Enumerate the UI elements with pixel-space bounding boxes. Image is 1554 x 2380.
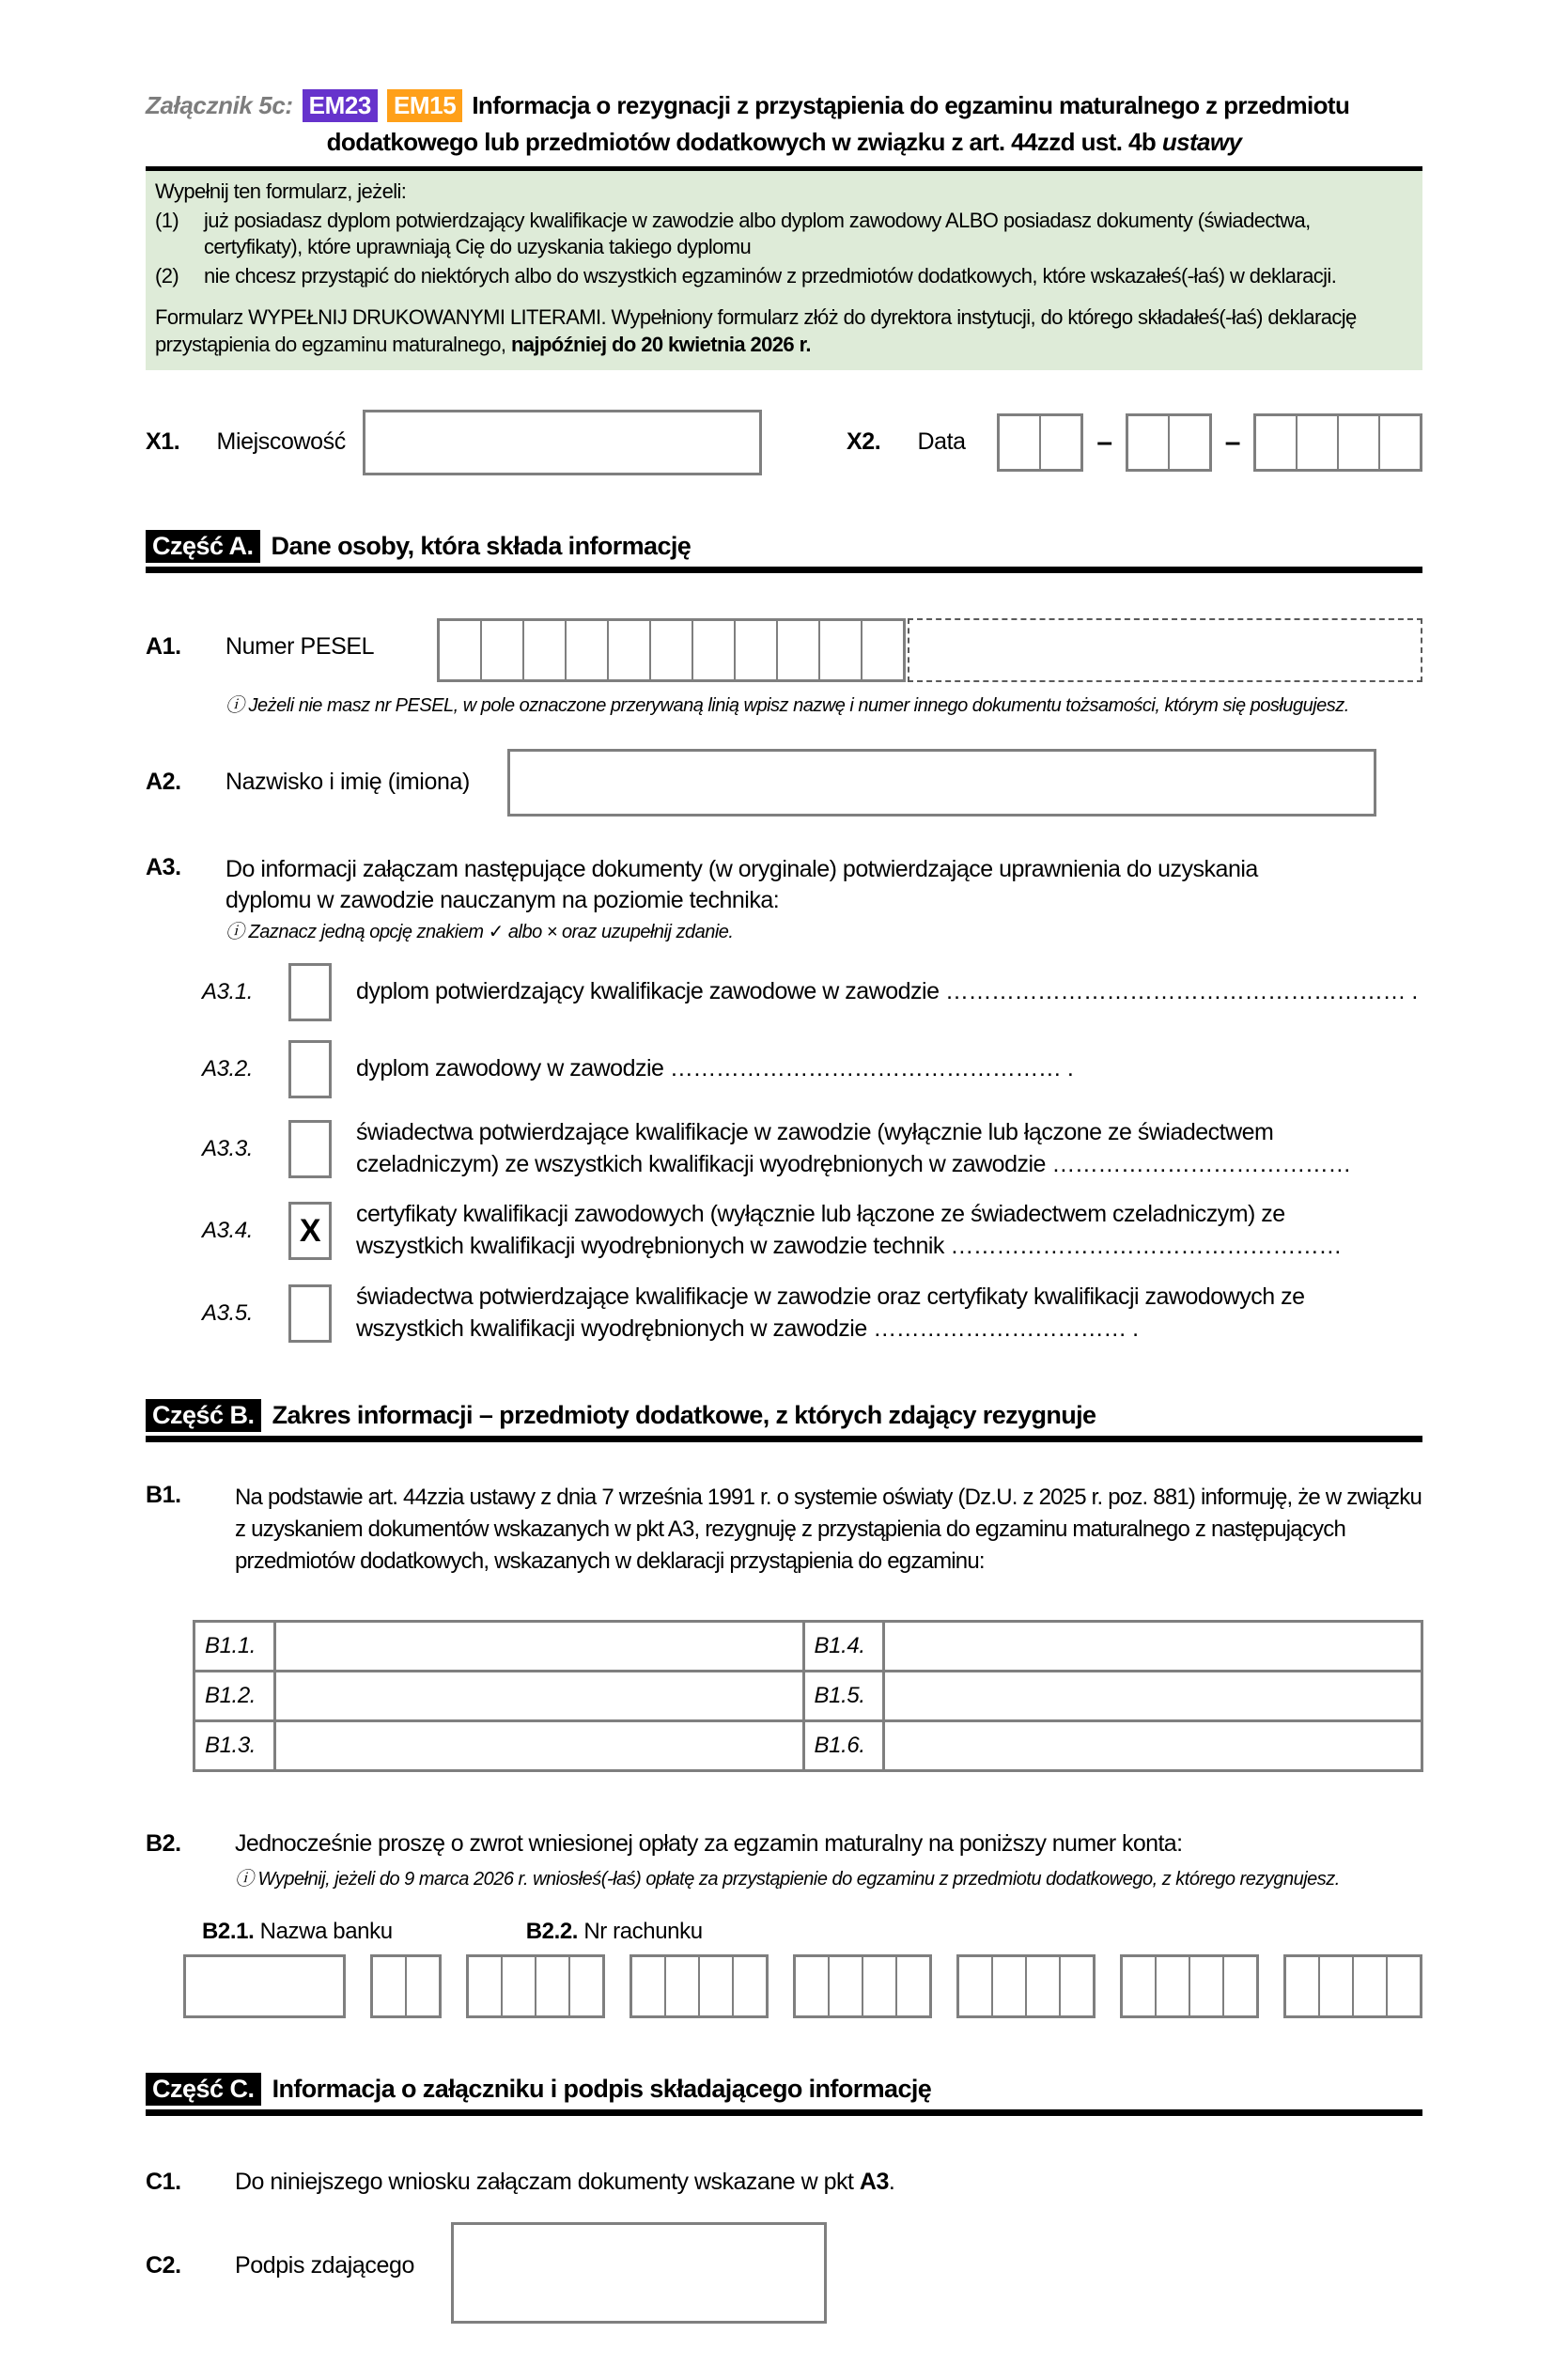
account-cell[interactable] <box>897 1957 929 2015</box>
account-cell[interactable] <box>666 1957 700 2015</box>
instruction-item-2: (2) nie chcesz przystąpić do niektórych albo do wszystkich egzaminów z przedmiotów dodatkowych, które wskazałeś(-łaś) w deklaracji. <box>155 263 1337 288</box>
deadline-bold: najpóźniej do 20 kwietnia 2026 r. <box>510 332 811 356</box>
subject-field-b1-5[interactable] <box>884 1672 1422 1721</box>
pesel-cell[interactable] <box>862 621 903 679</box>
pesel-cell[interactable] <box>778 621 820 679</box>
pesel-cell[interactable] <box>693 621 736 679</box>
account-cell[interactable] <box>373 1957 407 2015</box>
b1-number: B1. <box>146 1482 181 1509</box>
checkbox-a3-5[interactable] <box>288 1284 332 1343</box>
account-digit-group <box>466 1954 605 2018</box>
instruction-item-1: (1) już posiadasz dyplom potwierdzający kwalifikacje w zawodzie albo dyplom zawodowy ALBO posiadasz dokumenty (świadectwa, certyfikaty), które uprawniają Cię do uzyskania takiego dyplomu <box>155 208 1311 259</box>
table-row <box>194 1672 1422 1721</box>
account-cell[interactable] <box>1354 1957 1388 2015</box>
pesel-cell[interactable] <box>609 621 651 679</box>
section-b-title: Zakres informacji – przedmioty dodatkowe, z których zdający rezygnuje <box>272 1401 1096 1430</box>
pesel-cell[interactable] <box>651 621 693 679</box>
pesel-row <box>146 618 1422 682</box>
checkbox-a3-2[interactable] <box>288 1040 332 1098</box>
pesel-cell[interactable] <box>440 621 482 679</box>
account-cell[interactable] <box>570 1957 602 2015</box>
account-digit-group <box>793 1954 932 2018</box>
b1-2-label: B1.2. <box>194 1672 275 1721</box>
subject-field-b1-1[interactable] <box>274 1622 803 1672</box>
subjects-table <box>193 1620 1423 1772</box>
b2-number: B2. <box>146 1830 181 1858</box>
pesel-cell[interactable] <box>820 621 862 679</box>
date-month-cells <box>1126 413 1212 472</box>
pesel-cell[interactable] <box>736 621 778 679</box>
a1-label: Numer PESEL <box>225 632 375 660</box>
bank-labels-row <box>202 1919 1422 1945</box>
b2-2-label: Nr rachunku <box>583 1919 703 1945</box>
account-cell[interactable] <box>734 1957 766 2015</box>
date-separator: – <box>1096 426 1112 458</box>
section-a-header <box>146 530 1422 573</box>
checkbox-a3-4[interactable]: X <box>288 1202 332 1260</box>
subject-field-b1-2[interactable] <box>274 1672 803 1721</box>
form-title-line1: Informacja o rezygnacji z przystąpienia do egzaminu maturalnego z przedmiotu <box>472 91 1350 119</box>
a3-number: A3. <box>146 853 181 880</box>
c1-number: C1. <box>146 2169 181 2196</box>
account-cell[interactable] <box>993 1957 1027 2015</box>
badge-em15: EM15 <box>387 89 462 122</box>
b1-4-label: B1.4. <box>803 1622 884 1672</box>
form-title-line2: dodatkowego lub przedmiotów dodatkowych w związku z art. 44zzd ust. 4b ustawy <box>326 128 1242 156</box>
instructions-lead: Wypełnij ten formularz, jeżeli: <box>155 179 407 203</box>
account-cell[interactable] <box>796 1957 830 2015</box>
option-a3-5: A3.5. świadectwa potwierdzające kwalifikacje w zawodzie oraz certyfikaty kwalifikacji zawodowych ze wszystkich kwalifikacji wyodrębnionych w zawodzie …………………………… . <box>202 1283 1305 1342</box>
account-cell[interactable] <box>1286 1957 1320 2015</box>
table-row <box>194 1721 1422 1771</box>
section-c-tag: Część C. <box>146 2073 261 2106</box>
option-a3-2: A3.2. dyplom zawodowy w zawodzie …………………………………………… . <box>202 1040 1422 1098</box>
account-cell[interactable] <box>830 1957 863 2015</box>
a2-number: A2. <box>146 769 181 796</box>
date-cell[interactable] <box>1128 416 1170 469</box>
section-c-header <box>146 2073 1422 2116</box>
instructions-deadline: Formularz WYPEŁNIJ DRUKOWANYMI LITERAMI. Wypełniony formularz złóż do dyrektora instytucji, do którego składałeś(-łaś) deklarację przystąpienia do egzaminu maturalnego, najpóźniej do 20 kwietnia 2026 r. <box>155 305 1357 356</box>
subject-field-b1-4[interactable] <box>884 1622 1422 1672</box>
date-cell[interactable] <box>1041 416 1080 469</box>
date-year-cells <box>1253 413 1422 472</box>
section-a-tag: Część A. <box>146 530 260 563</box>
account-cell[interactable] <box>700 1957 734 2015</box>
account-cell[interactable] <box>1190 1957 1224 2015</box>
section-a-title: Dane osoby, która składa informację <box>271 531 692 560</box>
b2-1-number: B2.1. <box>202 1919 255 1945</box>
option-a3-4: A3.4. X certyfikaty kwalifikacji zawodowych (wyłącznie lub łączone ze świadectwem czeladniczym) ze wszystkich kwalifikacji wyodrębnionych w zawodzie technik …………………………………………… <box>202 1201 1342 1260</box>
signature-input[interactable] <box>451 2222 827 2324</box>
attachment-label: Załącznik 5c: <box>146 91 293 119</box>
checkbox-a3-3[interactable] <box>288 1120 332 1178</box>
pesel-cell[interactable] <box>482 621 524 679</box>
pesel-cell[interactable] <box>567 621 609 679</box>
place-input[interactable] <box>363 410 762 475</box>
form-header <box>146 89 1422 122</box>
b2-2-number: B2.2. <box>525 1919 579 1945</box>
account-cell[interactable] <box>1388 1957 1420 2015</box>
c2-label: Podpis zdającego <box>235 2252 414 2279</box>
a1-number: A1. <box>146 632 181 660</box>
account-digit-group <box>629 1954 769 2018</box>
c1-text: Do niniejszego wniosku załączam dokumenty wskazane w pkt <box>235 2169 860 2196</box>
pesel-cell[interactable] <box>524 621 567 679</box>
badge-em23: EM23 <box>303 89 378 122</box>
account-cell[interactable] <box>1123 1957 1157 2015</box>
name-row <box>146 749 1422 817</box>
subject-field-b1-6[interactable] <box>884 1721 1422 1771</box>
b2-intro <box>146 1830 1422 1890</box>
surname-name-input[interactable] <box>507 749 1376 817</box>
b1-3-label: B1.3. <box>194 1721 275 1771</box>
c2-number: C2. <box>146 2252 181 2279</box>
b1-text: Na podstawie art. 44zzia ustawy z dnia 7 września 1991 r. o systemie oświaty (Dz.U. z 2025 r. poz. 881) informuję, że w związku z uzyskaniem dokumentów wskazanych w pkt A3, rezygnuję z przystąpienia do egzaminu maturalnego z następujących przedmiotów dodatkowych, wskazanych w deklaracji przystąpienia do egzaminu: <box>235 1485 1422 1574</box>
date-cell[interactable] <box>1298 416 1339 469</box>
account-cell[interactable] <box>1061 1957 1093 2015</box>
table-row <box>194 1622 1422 1672</box>
account-cell[interactable] <box>1224 1957 1256 2015</box>
a2-label: Nazwisko i imię (imiona) <box>225 769 470 796</box>
x2-number: X2. <box>846 428 881 456</box>
option-a3-1: A3.1. dyplom potwierdzający kwalifikacje zawodowe w zawodzie …………………………………………………… . <box>202 963 1422 1021</box>
date-cell[interactable] <box>1339 416 1380 469</box>
account-digit-group <box>1283 1954 1422 2018</box>
a3-note: ⓘ Zaznacz jedną opcję znakiem ✓ albo × oraz uzupełnij zdanie. <box>225 921 734 942</box>
account-cell[interactable] <box>407 1957 439 2015</box>
checkbox-a3-1[interactable] <box>288 963 332 1021</box>
section-b-tag: Część B. <box>146 1399 261 1432</box>
account-cell[interactable] <box>863 1957 897 2015</box>
account-cell[interactable] <box>1027 1957 1061 2015</box>
date-cell[interactable] <box>1380 416 1420 469</box>
account-cell[interactable] <box>536 1957 570 2015</box>
date-cell[interactable] <box>1256 416 1298 469</box>
account-cell[interactable] <box>1157 1957 1190 2015</box>
account-control-digits <box>370 1954 442 2018</box>
b1-5-label: B1.5. <box>803 1672 884 1721</box>
date-separator: – <box>1224 426 1240 458</box>
option-a3-3: A3.3. świadectwa potwierdzające kwalifikacje w zawodzie (wyłącznie lub łączone ze świadectwem czeladniczym) ze wszystkich kwalifikacji wyodrębnionych w zawodzie ………………………………… <box>202 1118 1351 1177</box>
account-digit-group <box>1120 1954 1259 2018</box>
b2-text: Jednocześnie proszę o zwrot wniesionej opłaty za egzamin maturalny na poniższy numer konta: <box>235 1830 1183 1858</box>
place-and-date-row <box>146 410 1422 475</box>
c1-row: C1. Do niniejszego wniosku załączam dokumenty wskazane w pkt A3. <box>146 2169 895 2196</box>
b2-note: ⓘ Wypełnij, jeżeli do 9 marca 2026 r. wniosłeś(-łaś) opłatę za przystąpienie do egzaminu z przedmiotu dodatkowego, z którego rezygnujesz. <box>235 1869 1340 1890</box>
bank-name-input[interactable] <box>183 1954 346 2018</box>
x2-label: Data <box>917 428 966 456</box>
section-c-title: Informacja o załączniku i podpis składającego informację <box>272 2075 932 2104</box>
section-b-header <box>146 1399 1422 1442</box>
pesel-cells <box>437 618 906 682</box>
subject-field-b1-3[interactable] <box>274 1721 803 1771</box>
a1-note: ⓘ Jeżeli nie masz nr PESEL, w pole oznaczone przerywaną linią wpisz nazwę i numer innego dokumentu tożsamości, którym się posługujesz. <box>225 694 1349 716</box>
date-cell[interactable] <box>1000 416 1041 469</box>
b2-1-label: Nazwa banku <box>259 1919 393 1945</box>
other-document-id-field[interactable] <box>908 618 1422 682</box>
x1-number: X1. <box>146 428 180 456</box>
instructions-box <box>146 166 1422 370</box>
account-cell[interactable] <box>469 1957 503 2015</box>
account-digit-group <box>956 1954 1096 2018</box>
account-cell[interactable] <box>959 1957 993 2015</box>
account-cell[interactable] <box>632 1957 666 2015</box>
b1-6-label: B1.6. <box>803 1721 884 1771</box>
account-cell[interactable] <box>503 1957 536 2015</box>
bank-account-row <box>183 1954 1422 2018</box>
date-cell[interactable] <box>1170 416 1209 469</box>
c1-text-bold: A3 <box>859 2169 889 2196</box>
a3-text: Do informacji załączam następujące dokumenty (w oryginale) potwierdzające uprawnienia do uzyskania dyplomu w zawodzie nauczanym na poziomie technika: <box>225 855 1258 913</box>
b1-1-label: B1.1. <box>194 1622 275 1672</box>
date-day-cells <box>997 413 1083 472</box>
a3-intro <box>146 854 1422 944</box>
x1-label: Miejscowość <box>216 428 346 456</box>
b1-intro <box>146 1482 1422 1577</box>
signature-row <box>146 2222 1422 2324</box>
account-cell[interactable] <box>1320 1957 1354 2015</box>
form-title-italic-word: ustawy <box>1161 128 1242 156</box>
